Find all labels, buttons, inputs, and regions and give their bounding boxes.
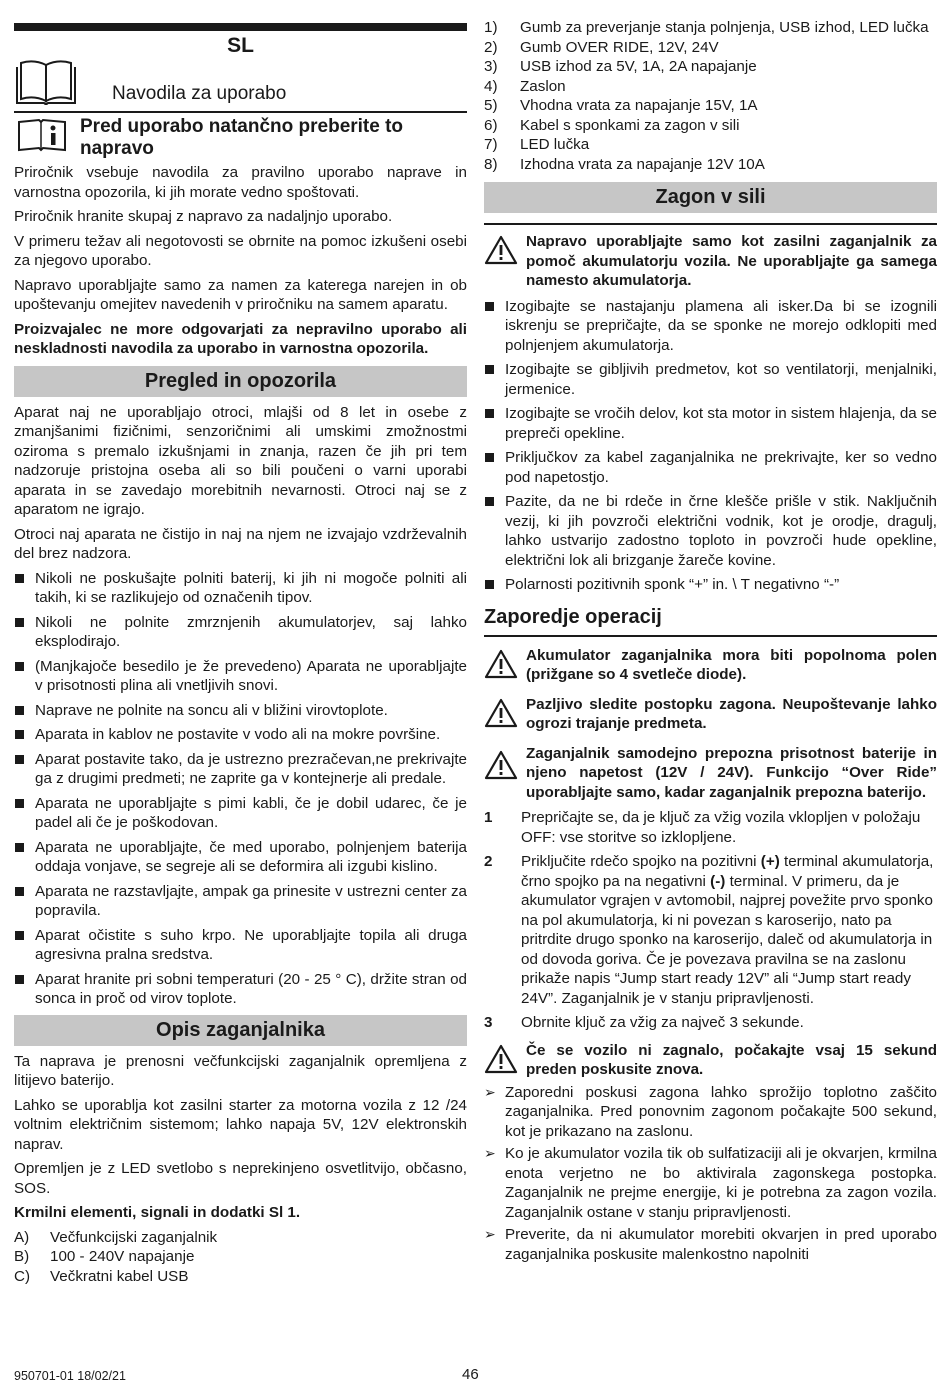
- warning-block: Pazljivo sledite postopku zagona. Neupoštevanje lahko ogrozi trajanje predmeta.: [484, 695, 937, 734]
- warning-block: Napravo uporabljajte samo kot zasilni zaganjalnik za pomoč akumulatorju vozila. Ne uporabljajte ga samega namesto akumulatorja.: [484, 232, 937, 291]
- warning-block: Če se vozilo ni zagnalo, počakajte vsaj 15 sekund preden poskusite znova.: [484, 1041, 937, 1080]
- emergency-rule: [484, 223, 937, 225]
- list-item: 7) LED lučka: [484, 136, 590, 153]
- list-item: 6) Kabel s sponkami za zagon v sili: [484, 116, 740, 134]
- bullet-square: [15, 706, 24, 715]
- book-icon: [14, 59, 78, 107]
- bullet-square: [15, 662, 24, 671]
- description-paragraph: Lahko se uporablja kot zasilni starter za motorna vozila z 12 /24 voltnim električnim sistemom; lahko napaja 5V, 12V elektronskih naprav.: [14, 1096, 467, 1153]
- warning-triangle-icon: [484, 750, 518, 780]
- list-item: Izogibajte se nastajanju plamena ali isker.Da bi se izognili iskrenju se prepričajte, da se sponke ne morejo odklopiti med polnjenjem akumulatorja.: [484, 297, 937, 356]
- right-column: [484, 0, 937, 1264]
- list-item: A) Večfunkcijski zaganjalnik: [14, 1228, 218, 1246]
- warning-triangle-icon: [484, 698, 518, 728]
- read-before-use-row: [14, 116, 467, 160]
- list-item: Aparat postavite tako, da je ustrezno prezračevan,ne prekrivajte ga z drugimi predmeti; ne zaprite ga v kontejnerje ali predale.: [14, 750, 467, 789]
- description-section: [14, 1052, 467, 1287]
- list-item: ➢ Ko je akumulator vozila tik ob sulfatizaciji ali je okvarjen, krmilna enota verjetno ne bo aktivirala zagonskega postopka. Zaganjalnik ne prejme energije, ki je potrebna za zagon vozila. Zaganjalnik ostane v stanju pripravljenosti.: [484, 1145, 937, 1221]
- list-item: Nikoli ne polnite zmrznjenih akumulatorjev, saj lahko eksplodirajo.: [14, 613, 467, 652]
- left-column: [14, 0, 467, 1286]
- intro-paragraph: Priročnik hranite skupaj z napravo za nadaljnjo uporabo.: [14, 208, 393, 225]
- list-item: Izogibajte se gibljivih predmetov, kot so ventilatorji, menjalniki, jermenice.: [484, 360, 937, 399]
- overview-paragraph: Otroci naj aparata ne čistijo in naj na njem ne izvajajo vzdrževalnih del brez nadzora.: [14, 525, 467, 562]
- list-item: Polarnosti pozitivnih sponk “+” in. \ T negativno “-”: [484, 575, 937, 595]
- list-item: Naprave ne polnite na soncu ali v bližini virovtoplote.: [14, 701, 467, 721]
- intro-paragraph: Napravo uporabljajte samo za namen za katerega narejen in ob upoštevanju omejitev navedenih v priročniku na samem aparatu.: [14, 276, 467, 313]
- list-item: Nikoli ne poskušajte polniti baterij, ki jih ni mogoče polniti ali takih, ki se razlikujejo od označenih tipov.: [14, 569, 467, 608]
- list-item: Aparata ne uporabljajte s pimi kabli, če je dobil udarec, če je padel ali če je poškodovan.: [14, 794, 467, 833]
- sequence-rule: [484, 635, 937, 637]
- bullet-square: [15, 799, 24, 808]
- read-before-use-title: Pred uporabo natančno preberite to napravo: [80, 116, 404, 159]
- bullet-square: [485, 365, 494, 374]
- bullet-square: [485, 302, 494, 311]
- bullet-square: [485, 409, 494, 418]
- bullet-square: [15, 843, 24, 852]
- intro-section: [14, 163, 467, 359]
- controls-title: Krmilni elementi, signali in dodatki Sl 1.: [14, 1204, 301, 1221]
- bullet-square: [15, 574, 24, 583]
- manual-title: Navodila za uporabo: [112, 83, 287, 104]
- list-item: 4) Zaslon: [484, 77, 566, 95]
- list-item: Priključkov za kabel zaganjalnika ne prekrivajte, ker so vedno pod napetostjo.: [484, 448, 937, 487]
- warning-triangle-icon: [484, 649, 518, 679]
- list-item: Aparata ne uporabljajte, če med uporabo, polnjenjem baterija oddaja vonjave, se segreje ali se deformira ali izgubi kislino.: [14, 838, 467, 877]
- section-heading-description: Opis zaganjalnika: [14, 1015, 467, 1046]
- warning-block: Akumulator zaganjalnika mora biti popolnoma polen (prižgane so 4 svetleče diode).: [484, 646, 937, 685]
- list-item: 8) Izhodna vrata za napajanje 12V 10A: [484, 155, 765, 173]
- list-item: 2) Gumb OVER RIDE, 12V, 24V: [484, 38, 719, 56]
- list-item: Aparat očistite s suho krpo. Ne uporabljajte topila ali druga agresivna pralna sredstva.: [14, 926, 467, 965]
- list-item: 3) USB izhod za 5V, 1A, 2A napajanje: [484, 58, 757, 75]
- overview-paragraph: Aparat naj ne uporabljajo otroci, mlajši od 8 let in osebe z zmanjšanimi fizičnimi, senzoričnimi ali umskimi zmožnostmi oziroma s premalo izkušnjami in znanja, razen če jih pri tem nadzoruje pristojna oseba ali so bili poučeni o varni uporabi aparata in se zavedajo morebitnih nevarnosti. Otroci naj se z aparatom ne igrajo.: [14, 403, 467, 518]
- overview-section: [14, 403, 467, 1009]
- list-item: Aparata ne razstavljajte, ampak ga prinesite v ustrezni center za popravila.: [14, 882, 467, 921]
- arrow-bullet-icon: ➢: [484, 1083, 496, 1100]
- section-heading-emergency: Zagon v sili: [484, 182, 937, 213]
- intro-paragraph: V primeru težav ali negotovosti se obrnite na pomoc izkušeni osebi za njegovo uporabo.: [14, 232, 467, 269]
- list-item: Aparata in kablov ne postavite v vodo ali na mokre površine.: [14, 725, 467, 745]
- bullet-square: [15, 887, 24, 896]
- arrow-bullet-icon: ➢: [484, 1226, 496, 1242]
- step-item: 1 Prepričajte se, da je ključ za vžig vozila vklopljen v položaju OFF: vse storitve so izklopljene.: [484, 809, 921, 846]
- bullet-square: [15, 618, 24, 627]
- title-rule: [14, 111, 467, 113]
- intro-paragraph: Priročnik vsebuje navodila za pravilno uporabo naprave in varnostna opozorila, ki jih morate vedno spoštovati.: [14, 164, 467, 201]
- warning-triangle-icon: [484, 1044, 518, 1074]
- bullet-square: [15, 975, 24, 984]
- parts-list: [484, 18, 937, 174]
- document-code: 950701-01 18/02/21: [14, 1369, 126, 1383]
- info-book-icon: [17, 118, 67, 152]
- manual-title-row: [14, 59, 467, 107]
- step-item: 3 Obrnite ključ za vžig za največ 3 sekunde.: [484, 1014, 804, 1031]
- list-item: 5) Vhodna vrata za napajanje 15V, 1A: [484, 97, 758, 114]
- list-item: (Manjkajoče besedilo je že prevedeno) Aparata ne uporabljajte v prisotnosti plina ali vnetljivih snovi.: [14, 657, 467, 696]
- bullet-square: [485, 497, 494, 506]
- bullet-square: [15, 755, 24, 764]
- warning-block: Zaganjalnik samodejno prepozna prisotnost baterije in njeno napetost (12V / 24V). Funkcijo “Over Ride” uporabljajte samo, kadar zaganjalnik prepozna baterijo.: [484, 744, 937, 803]
- section-heading-sequence: Zaporedje operacij: [484, 605, 662, 628]
- warning-triangle-icon: [484, 235, 518, 265]
- page-number: 46: [462, 1366, 479, 1383]
- bullet-square: [15, 931, 24, 940]
- section-heading-overview: Pregled in opozorila: [14, 366, 467, 397]
- liability-notice: Proizvajalec ne more odgovarjati za nepravilno uporabo ali neskladnosti navodila za uporabo in varnostna opozorila.: [14, 320, 467, 357]
- top-rule: [14, 23, 467, 31]
- description-paragraph: Opremljen je z LED svetlobo s neprekinjeno osvetlitvijo, občasno, SOS.: [14, 1160, 467, 1197]
- bullet-square: [485, 580, 494, 589]
- list-item: C) Večkratni kabel USB: [14, 1267, 189, 1285]
- bullet-square: [485, 453, 494, 462]
- step-item: 2 Priključite rdečo spojko na pozitivni (+) terminal akumulatorja, črno spojko pa na negativni (-) terminal. V primeru, da je akumulator vgrajen v avtomobil, najprej povežite prvo sponko na pol akumulatorja, ki ni povezan s karoserijo, nato pa pritrdite drugo sponko na karoserijo, daleč od akumulatorja in od dovoda goriva. Če je povezava pravilna se na zaslonu prikaže napis “Jump start ready 12V” ali “Jump start ready 24V”. Zaganjalnik je v stanju pripravljenosti.: [484, 853, 934, 1007]
- language-code: SL: [227, 34, 254, 57]
- description-paragraph: Ta naprava je prenosni večfunkcijski zaganjalnik opremljena z litijevo baterijo.: [14, 1052, 467, 1089]
- list-item: Pazite, da ne bi rdeče in črne klešče prišle v stik. Naključnih vezij, ki jih povzroči električni vodnik, kot je orodje, dragulj, lahko ustvarijo zadostno toploto in povzroči hude opekline, električni lok ali brizganje žareče kovine.: [484, 492, 937, 570]
- arrow-bullet-icon: ➢: [484, 1145, 496, 1161]
- bullet-square: [15, 730, 24, 739]
- list-item: B) 100 - 240V napajanje: [14, 1248, 195, 1265]
- list-item: ➢ Zaporedni poskusi zagona lahko sprožijo toplotno zaščito zaganjalnika. Pred ponovnim zagonom počakajte 500 sekund, kot je prikazano na zaslonu.: [484, 1083, 937, 1140]
- list-item: 1) Gumb za preverjanje stanja polnjenja, USB izhod, LED lučka: [484, 19, 929, 36]
- list-item: Izogibajte se vročih delov, kot sta motor in sistem hlajenja, da se prepreči opekline.: [484, 404, 937, 443]
- list-item: Aparat hranite pri sobni temperaturi (20 - 25 ° C), držite stran od sonca in proč od virov toplote.: [14, 970, 467, 1009]
- list-item: ➢ Preverite, da ni akumulator morebiti okvarjen in pred uporabo zaganjalnika poskusite malenkostno napolniti: [484, 1226, 937, 1263]
